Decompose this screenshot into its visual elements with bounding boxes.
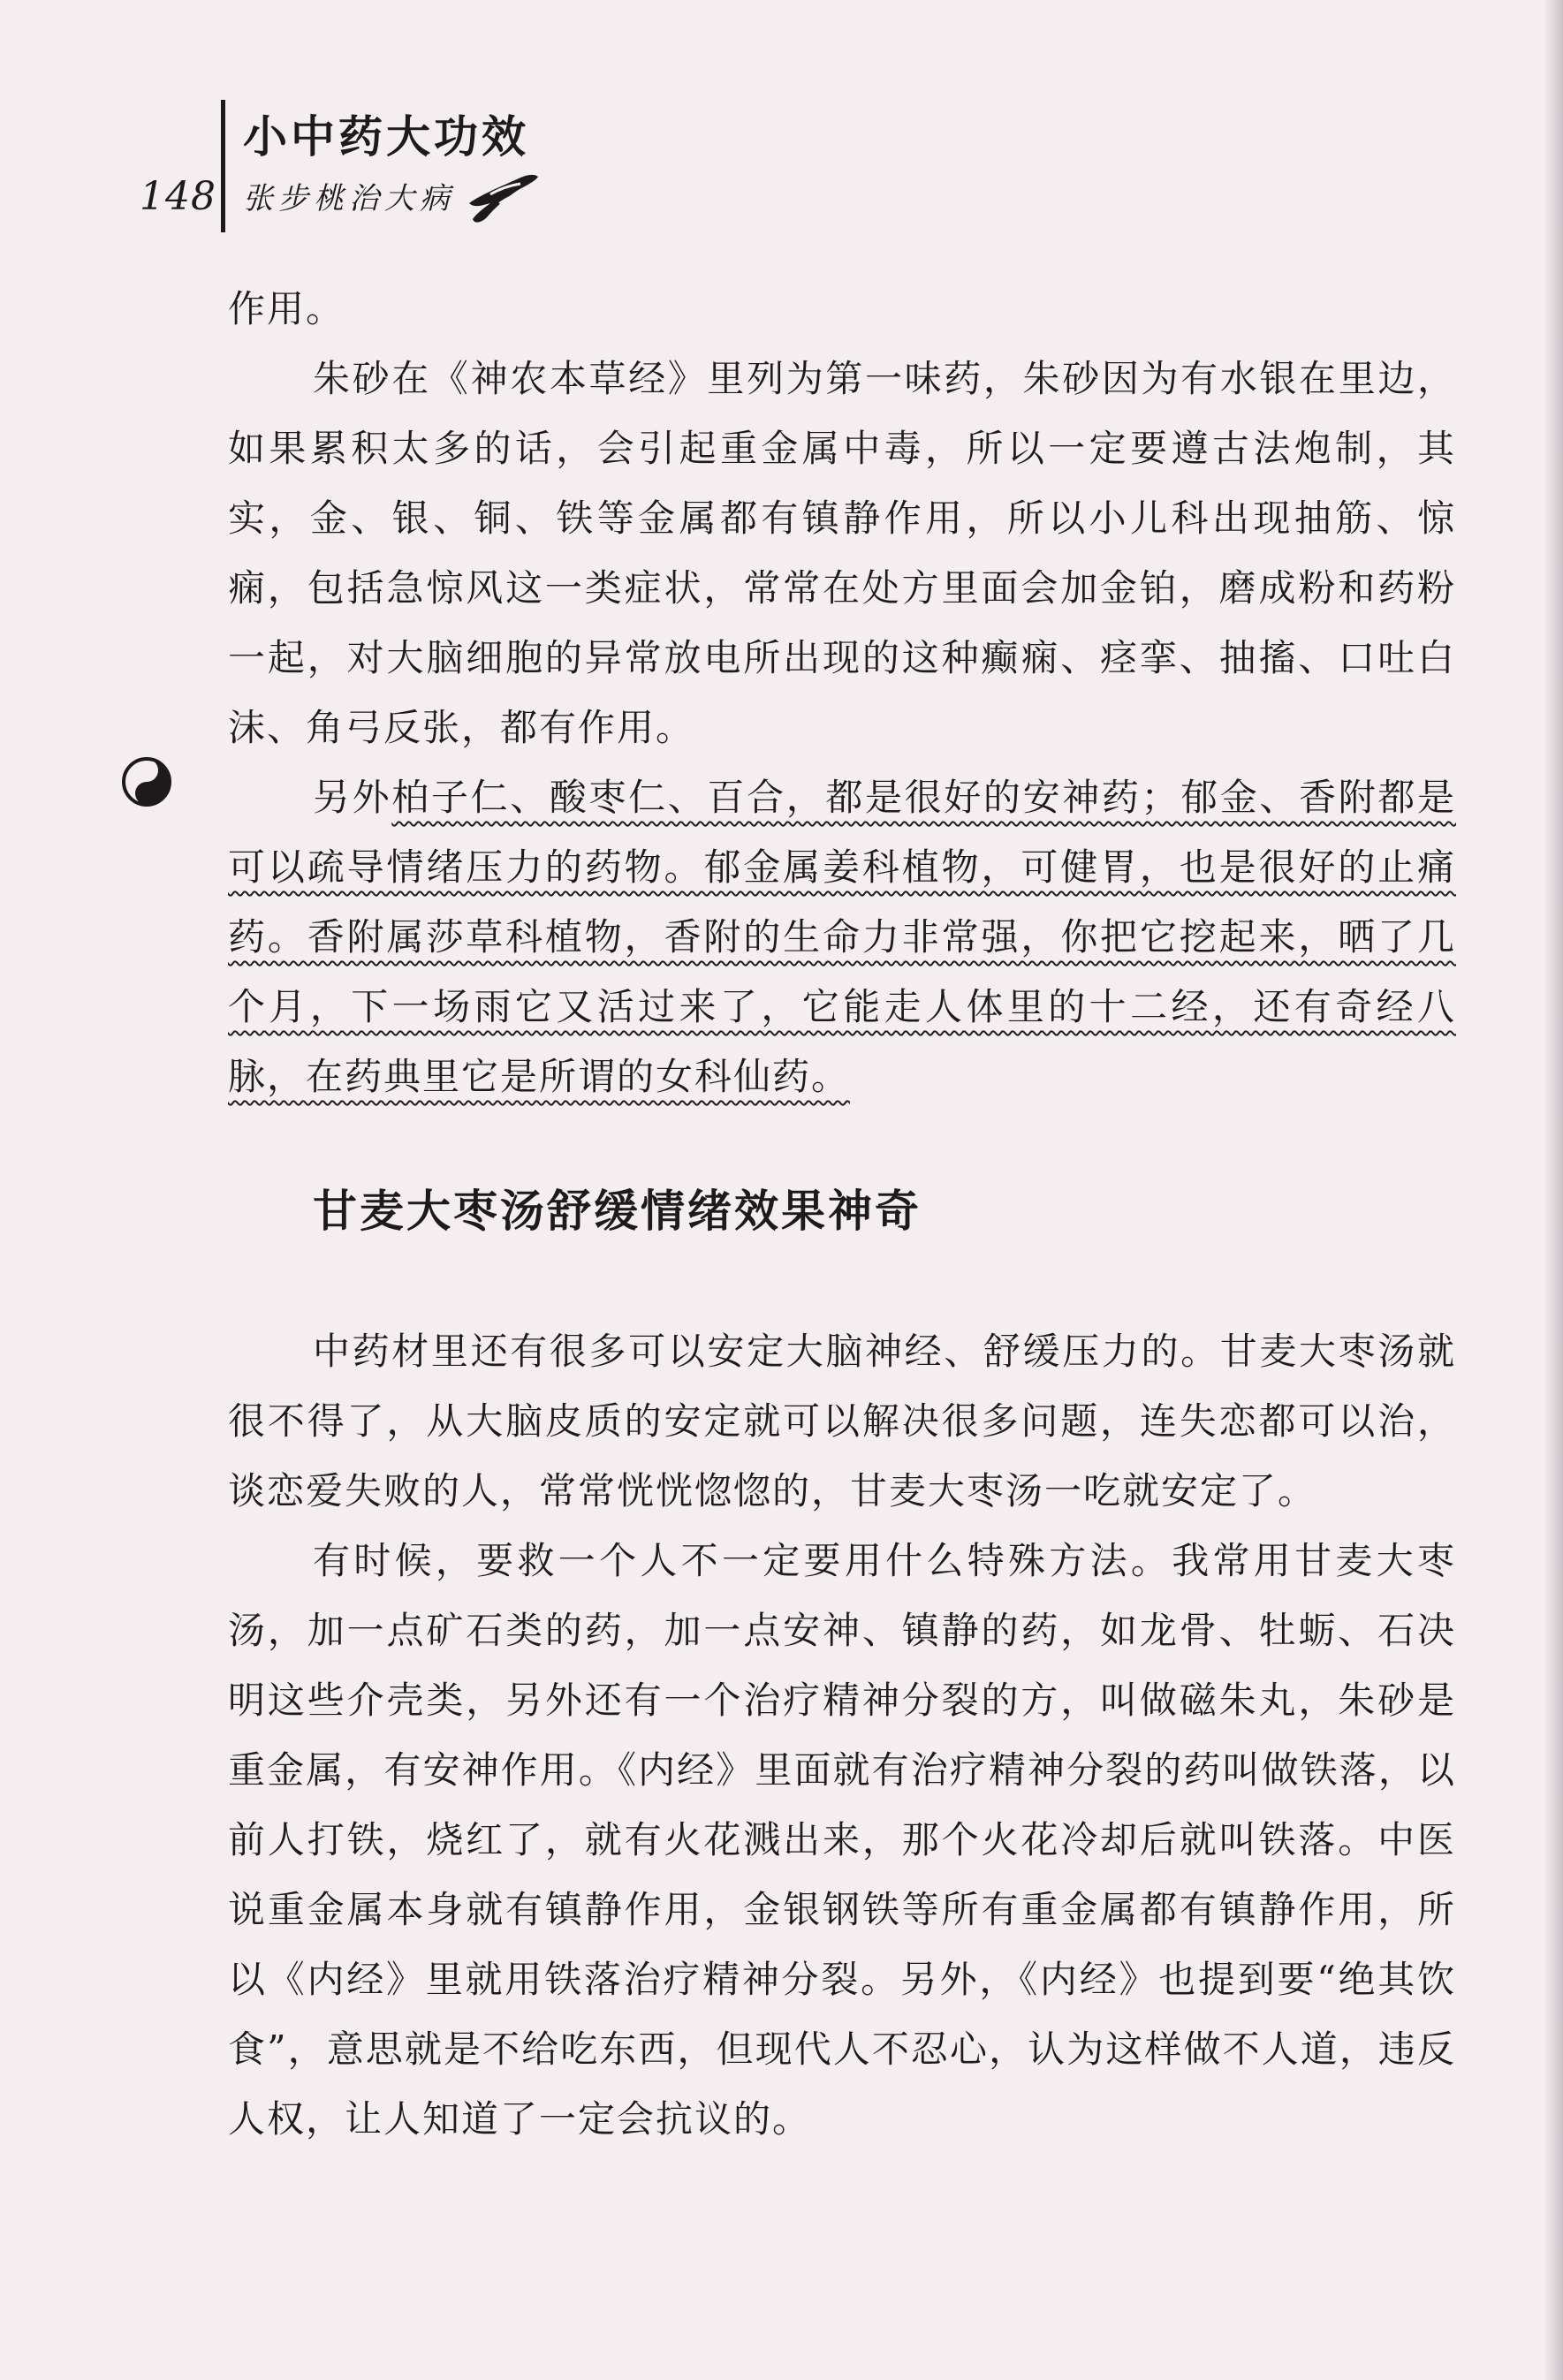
book-title: 小中药大功效 <box>243 111 529 163</box>
page-body <box>228 274 1456 2154</box>
page-header <box>133 93 592 225</box>
paragraph-iron-filings: 有时候，要救一个人不一定要用什么特殊方法。我常用甘麦大枣汤，加一点矿石类的药，加一点安神、镇静的药，如龙骨、牡蛎、石决明这些介壳类，另外还有一个治疗精神分裂的方，叫做磁朱丸，朱砂是重金属，有安神作用。《内经》里面就有治疗精神分裂的药叫做铁落，以前人打铁，烧红了，就有火花溅出来，那个火花冷却后就叫铁落。中医说重金属本身就有镇静作用，金银钢铁等所有重金属都有镇静作用，所以《内经》里就用铁落治疗精神分裂。另外，《内经》也提到要“绝其饮食”，意思就是不给吃东西，但现代人不忍心，认为这样做不人道，违反人权，让人知道了一定会抗议的。 <box>228 1539 1456 2141</box>
paragraph-calming-herbs <box>228 762 1456 1111</box>
paragraph-lead-text: 另外 <box>313 776 392 819</box>
paragraph-ganmai-dazao: 中药材里还有很多可以安定大脑神经、舒缓压力的。甘麦大枣汤就很不得了，从大脑皮质的安定就可以解决很多问题，连失恋都可以治，谈恋爱失败的人，常常恍恍惚惚的，甘麦大枣汤一吃就安定了。 <box>228 1330 1456 1512</box>
brush-stroke-icon <box>464 168 543 230</box>
header-divider <box>221 100 225 232</box>
page-edge-shadow <box>1544 0 1563 2380</box>
underlined-passage: 柏子仁、酸枣仁、百合，都是很好的安神药；郁金、香附都是可以疏导情绪压力的药物。郁金属姜科植物，可健胃，也是很好的止痛药。香附属莎草科植物，香附的生命力非常强，你把它挖起来，晒了几个月，下一场雨它又活过来了，它能走人体里的十二经，还有奇经八脉，在药典里它是所谓的女科仙药。 <box>228 776 1456 1098</box>
yin-yang-icon <box>120 755 173 808</box>
paragraph-cinnabar: 朱砂在《神农本草经》里列为第一味药，朱砂因为有水银在里边，如果累积太多的话，会引起重金属中毒，所以一定要遵古法炮制，其实，金、银、铜、铁等金属都有镇静作用，所以小儿科出现抽筋、惊痫，包括急惊风这一类症状，常常在处方里面会加金铂，磨成粉和药粉一起，对大脑细胞的异常放电所出现的这种癫痫、痉挛、抽搐、口吐白沫、角弓反张，都有作用。 <box>228 357 1456 749</box>
section-heading: 甘麦大枣汤舒缓情绪效果神奇 <box>313 1186 922 1237</box>
book-subtitle: 张步桃治大病 <box>243 181 455 216</box>
page-number: 148 <box>140 174 216 219</box>
paragraph-continuation: 作用。 <box>228 287 345 330</box>
